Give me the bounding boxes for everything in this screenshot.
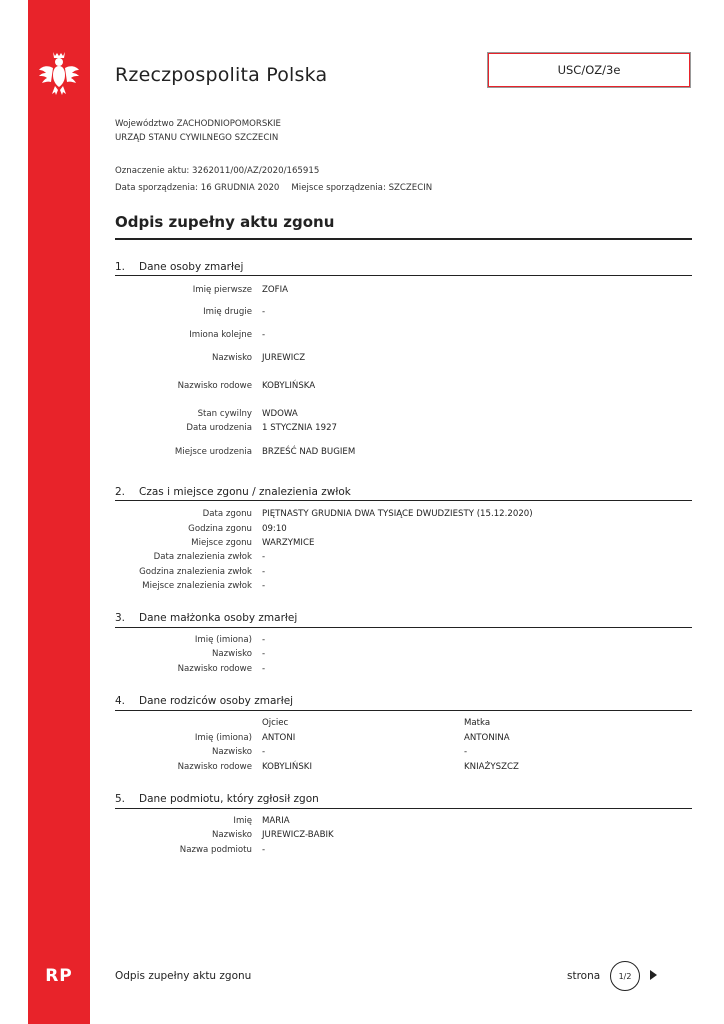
field-label: Data zgonu — [202, 509, 252, 519]
field-label: Godzina zgonu — [188, 524, 252, 534]
section-3-divider — [115, 627, 692, 628]
field-value: - — [262, 649, 266, 659]
field-value: 09:10 — [262, 524, 287, 534]
section-1-title: 1. Dane osoby zmarłej — [115, 261, 244, 273]
field-label: Imię — [233, 816, 252, 826]
field-value: ZOFIA — [262, 285, 289, 295]
field-label: Imię (imiona) — [194, 635, 252, 645]
field-label: Stan cywilny — [197, 409, 252, 419]
title-divider — [115, 238, 692, 240]
form-code: USC/OZ/3e — [557, 63, 621, 77]
section-4-divider — [115, 710, 692, 711]
field-label: Miejsce urodzenia — [174, 447, 252, 457]
page-indicator — [610, 961, 640, 991]
field-value: 1 STYCZNIA 1927 — [262, 423, 338, 433]
field-label: Nazwisko — [211, 830, 252, 840]
field-value: - — [262, 581, 266, 591]
document-title: Odpis zupełny aktu zgonu — [115, 213, 335, 231]
voivodeship: Województwo ZACHODNIOPOMORSKIE — [115, 119, 281, 129]
mother-header: Matka — [464, 718, 491, 728]
field-value: BRZEŚĆ NAD BUGIEM — [262, 447, 356, 457]
country-title: Rzeczpospolita Polska — [115, 64, 328, 86]
footer-document-name: Odpis zupełny aktu zgonu — [115, 970, 252, 982]
father-value: - — [262, 747, 266, 757]
field-label: Nazwisko rodowe — [177, 762, 252, 772]
field-value: - — [262, 567, 266, 577]
field-value: - — [262, 307, 266, 317]
field-value: WARZYMICE — [262, 538, 315, 548]
page-number: 1/2 — [618, 971, 632, 981]
next-page-arrow-icon[interactable] — [650, 970, 657, 980]
field-label: Imię (imiona) — [194, 733, 252, 743]
field-label: Nazwisko — [211, 747, 252, 757]
document-body — [115, 0, 692, 1024]
act-reference: Oznaczenie aktu: 3262011/00/AZ/2020/165915 — [115, 166, 320, 176]
section-4-title: 4. Dane rodziców osoby zmarłej — [115, 695, 294, 707]
field-label: Godzina znalezienia zwłok — [139, 567, 252, 577]
field-label: Nazwisko rodowe — [177, 664, 252, 674]
field-label: Imię pierwsze — [192, 285, 252, 295]
father-value: KOBYLIŃSKI — [262, 762, 312, 772]
field-label: Nazwisko — [211, 353, 252, 363]
place-drawn: Miejsce sporządzenia: SZCZECIN — [291, 183, 433, 193]
field-label: Nazwisko rodowe — [177, 381, 252, 391]
field-label: Nazwisko — [211, 649, 252, 659]
section-2-divider — [115, 500, 692, 501]
field-label: Imię drugie — [203, 307, 252, 317]
field-value: - — [262, 664, 266, 674]
field-label: Data urodzenia — [186, 423, 252, 433]
form-code-box — [487, 52, 691, 88]
red-sidebar — [28, 0, 90, 1024]
mother-value: ANTONINA — [464, 733, 510, 743]
field-value: JUREWICZ — [262, 353, 306, 363]
drawn-info — [115, 183, 432, 193]
office-name: URZĄD STANU CYWILNEGO SZCZECIN — [115, 133, 279, 143]
section-2-title: 2. Czas i miejsce zgonu / znalezienia zwłok — [115, 486, 351, 498]
field-label: Miejsce znalezienia zwłok — [142, 581, 252, 591]
field-value: WDOWA — [262, 409, 298, 419]
field-label: Nazwa podmiotu — [179, 845, 252, 855]
field-value: - — [262, 845, 266, 855]
eagle-emblem-icon — [38, 48, 80, 98]
rp-mark: RP — [45, 966, 73, 986]
page-label: strona — [567, 970, 601, 982]
field-value: - — [262, 635, 266, 645]
field-label: Imiona kolejne — [189, 330, 252, 340]
field-value: MARIA — [262, 816, 290, 826]
section-1-divider — [115, 275, 692, 276]
section-5-title: 5. Dane podmiotu, który zgłosił zgon — [115, 793, 319, 805]
field-value: KOBYLIŃSKA — [262, 381, 316, 391]
field-value: - — [262, 552, 266, 562]
date-drawn: Data sporządzenia: 16 GRUDNIA 2020 — [115, 183, 280, 193]
section-5-divider — [115, 808, 692, 809]
field-label: Data znalezienia zwłok — [153, 552, 252, 562]
section-3-title: 3. Dane małżonka osoby zmarłej — [115, 612, 298, 624]
mother-value: - — [464, 747, 468, 757]
father-value: ANTONI — [262, 733, 296, 743]
mother-value: KNIAŻYSZCZ — [464, 762, 519, 772]
field-label: Miejsce zgonu — [191, 538, 252, 548]
field-value: PIĘTNASTY GRUDNIA DWA TYSIĄCE DWUDZIESTY (15.12.2020) — [262, 509, 533, 519]
father-header: Ojciec — [262, 718, 289, 728]
field-value: - — [262, 330, 266, 340]
field-value: JUREWICZ-BABIK — [262, 830, 334, 840]
